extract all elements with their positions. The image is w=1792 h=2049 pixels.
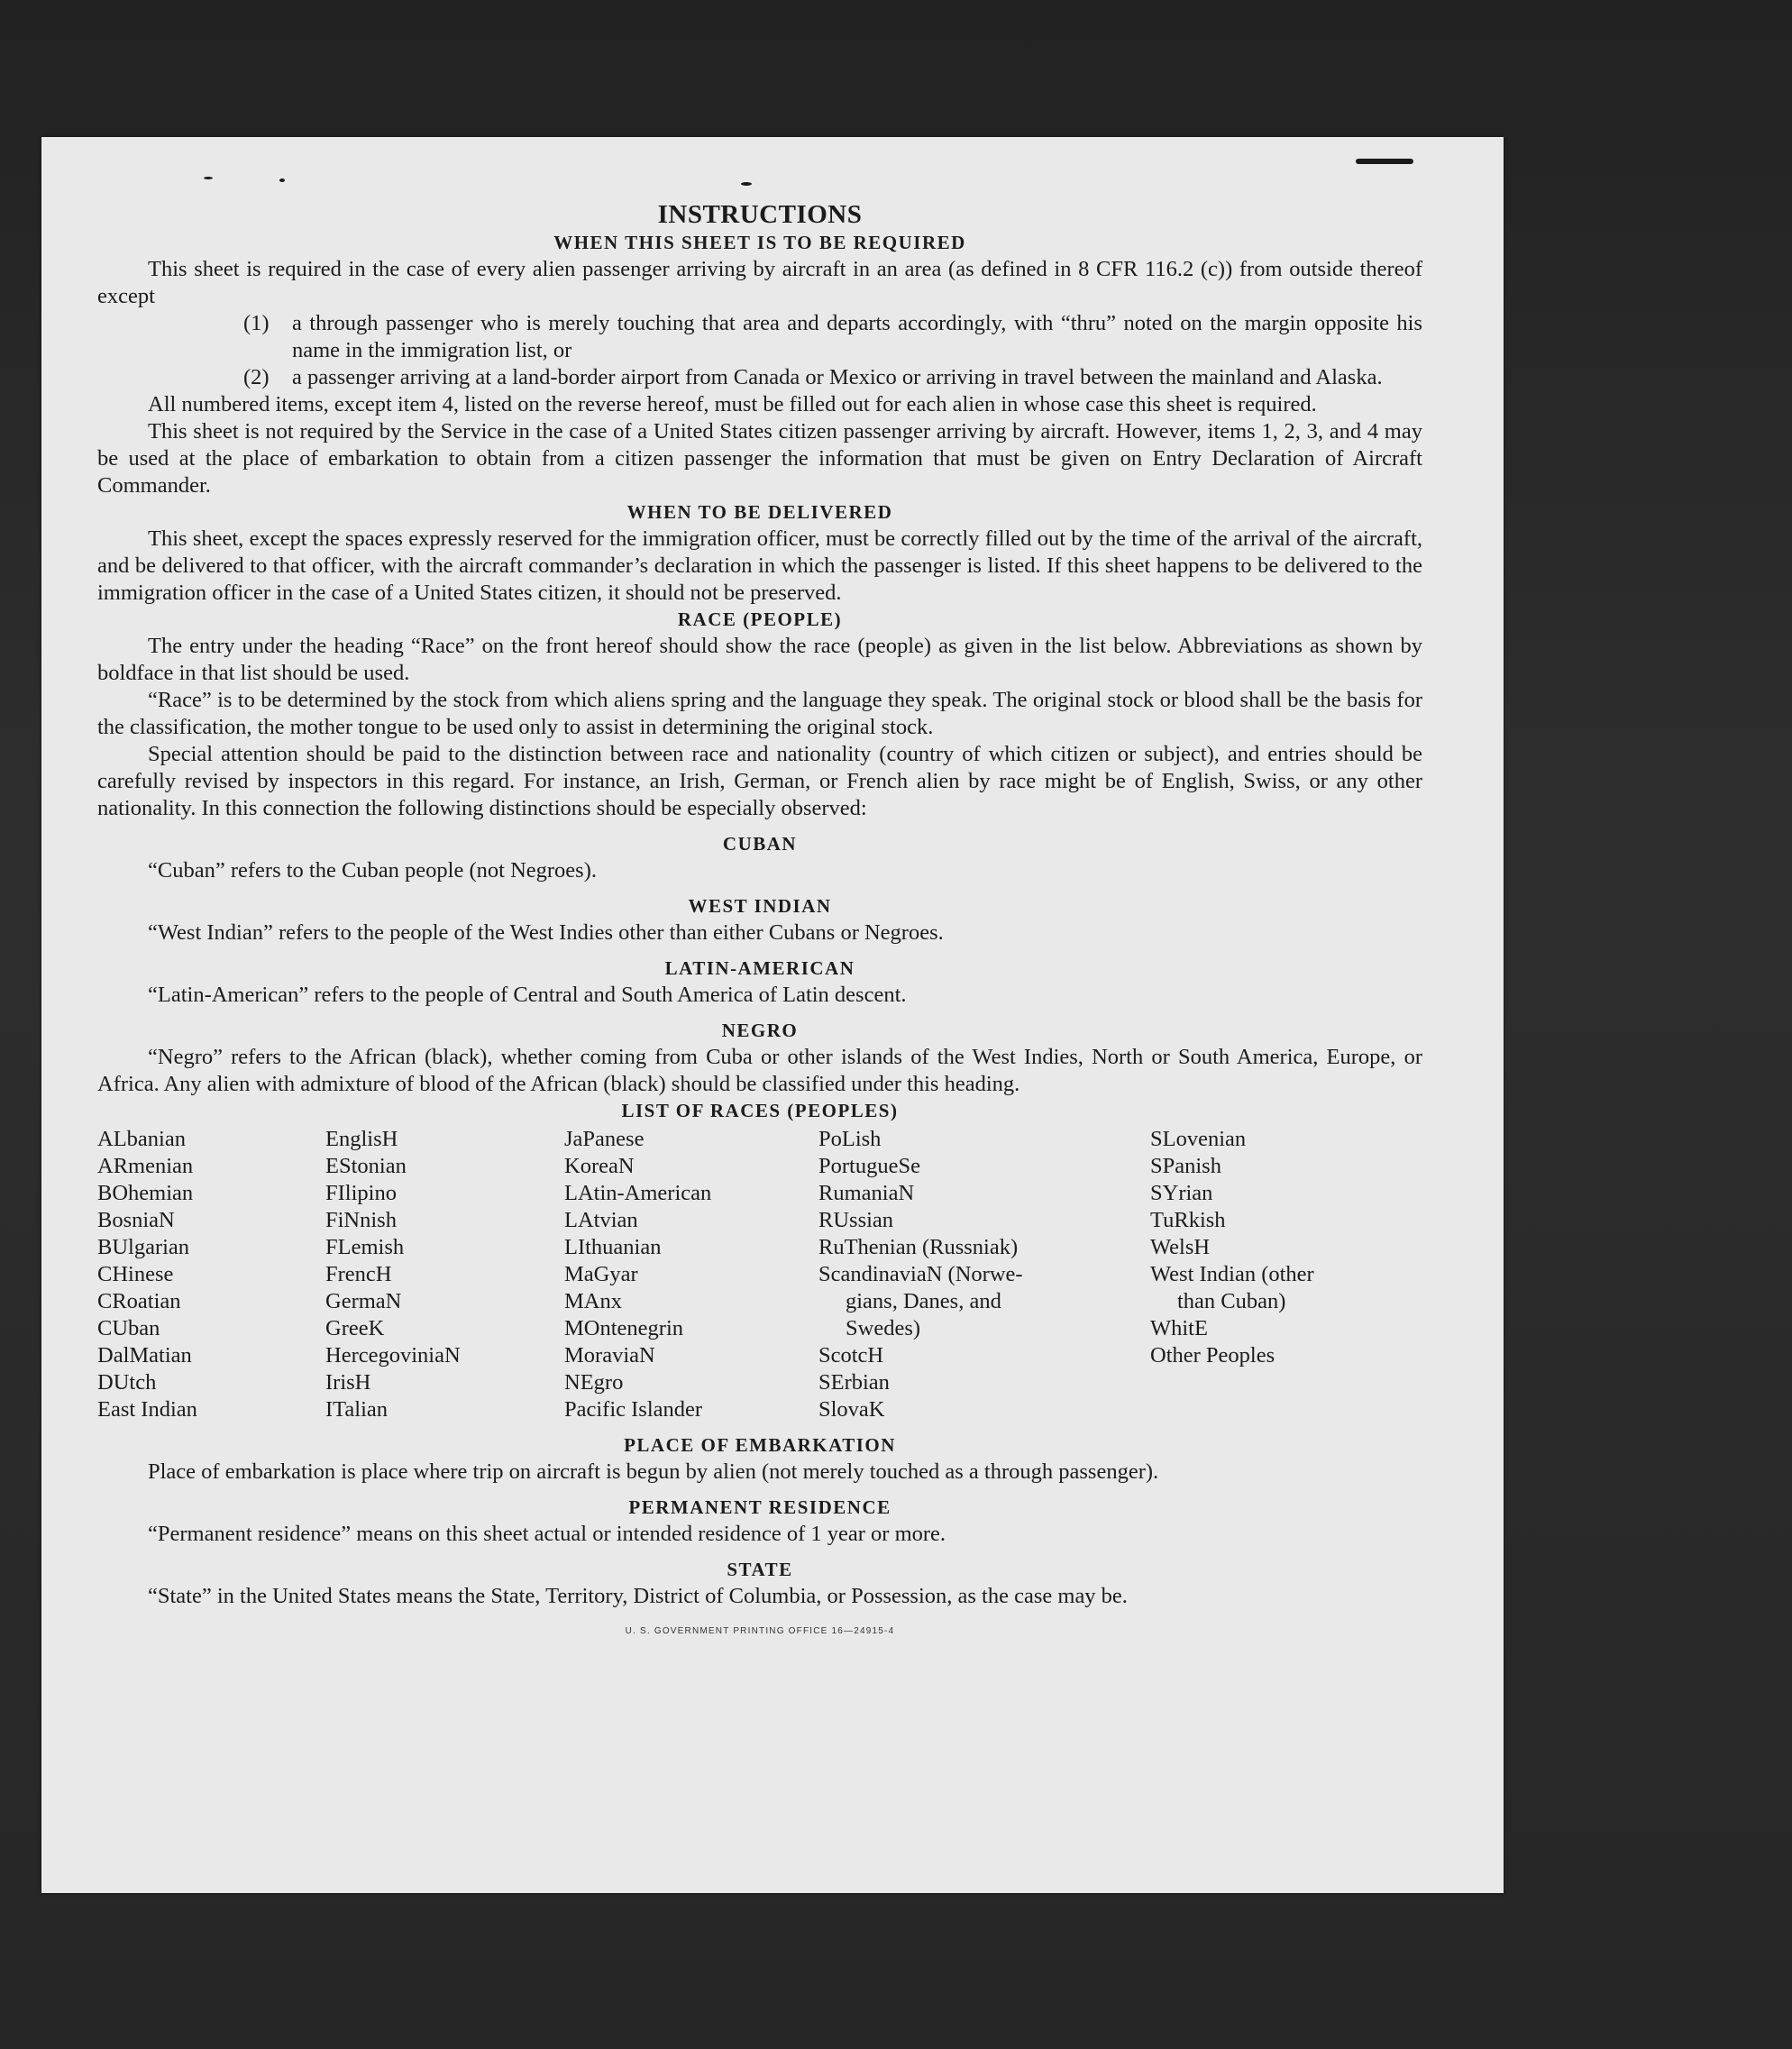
race-entry: SLovenian bbox=[1150, 1127, 1247, 1151]
heading-place-of-embarkation: PLACE OF EMBARKATION bbox=[624, 1434, 896, 1456]
race-entry: FiNnish bbox=[325, 1208, 397, 1232]
race-entry: EStonian bbox=[325, 1154, 407, 1178]
race-entry-continued: Swedes) bbox=[846, 1316, 921, 1340]
heading-west-indian: WEST INDIAN bbox=[688, 895, 832, 917]
race-entry: LAtin-American bbox=[564, 1181, 712, 1205]
race-entry: FIlipino bbox=[325, 1181, 397, 1205]
race-entry: KoreaN bbox=[564, 1154, 635, 1178]
when-delivered-text: This sheet, except the spaces expressly reserved for the immigration officer, must be correctly filled out by the time of the arrival of the aircraft, and be delivered to that officer, with the aircraft commander’s declaration in which the passenger is listed. If this sheet happens to be delivered to the immigration officer in the case of a United States citizen, it should not be preserved. bbox=[97, 526, 1422, 605]
printing-office-footer: U. S. GOVERNMENT PRINTING OFFICE 16—24915-4 bbox=[625, 1626, 895, 1636]
race-entry: East Indian bbox=[97, 1397, 197, 1422]
race-entry: HercegoviniaN bbox=[325, 1343, 461, 1368]
race-para3: Special attention should be paid to the distinction between race and nationality (country of which citizen or subject), and entries should be carefully revised by inspectors in this regard. For instance, an Irish, German, or French alien by race might be of English, Swiss, or any other nationality. In this connection the following distinctions should be especially observed: bbox=[97, 742, 1422, 820]
races-column bbox=[564, 1126, 818, 1423]
cuban-text: “Cuban” refers to the Cuban people (not Negroes). bbox=[148, 858, 597, 883]
race-entry: CHinese bbox=[97, 1262, 174, 1286]
race-entry: SPanish bbox=[1150, 1154, 1221, 1178]
race-entry-continued: than Cuban) bbox=[1177, 1289, 1286, 1313]
race-entry: GreeK bbox=[325, 1316, 385, 1340]
exception-number: (2) bbox=[243, 365, 270, 389]
heading-race: RACE (PEOPLE) bbox=[677, 608, 843, 630]
races-column bbox=[325, 1126, 564, 1423]
race-entry: DUtch bbox=[97, 1370, 157, 1395]
race-entry: DalMatian bbox=[97, 1343, 192, 1368]
race-entry: GermaN bbox=[325, 1289, 402, 1313]
race-entry: Pacific Islander bbox=[564, 1397, 703, 1422]
race-entry: CUban bbox=[97, 1316, 160, 1340]
race-entry: ScandinaviaN (Norwe- bbox=[818, 1262, 1023, 1286]
race-entry: West Indian (other bbox=[1150, 1262, 1314, 1286]
race-entry: PoLish bbox=[818, 1127, 882, 1151]
race-entry: ITalian bbox=[325, 1397, 389, 1422]
ink-speck bbox=[279, 178, 285, 182]
race-entry: RUssian bbox=[818, 1208, 894, 1232]
race-entry: FrencH bbox=[325, 1262, 392, 1286]
race-entry: WhitE bbox=[1150, 1316, 1208, 1340]
race-entry: MOntenegrin bbox=[564, 1316, 683, 1340]
race-para2: “Race” is to be determined by the stock from which aliens spring and the language they speak. The original stock or blood shall be the basis for the classification, the mother tongue to be used only to assist in determining the original stock. bbox=[97, 688, 1422, 739]
race-entry: EnglisH bbox=[325, 1127, 398, 1151]
permanent-residence-text: “Permanent residence” means on this sheet actual or intended residence of 1 year or more. bbox=[148, 1522, 946, 1546]
race-entry: RumaniaN bbox=[818, 1181, 915, 1205]
document-content bbox=[97, 200, 1422, 1636]
race-entry: LIthuanian bbox=[564, 1235, 662, 1259]
races-column bbox=[97, 1126, 325, 1423]
when-required-para2: All numbered items, except item 4, listed on the reverse hereof, must be filled out for each alien in whose case this sheet is required. bbox=[148, 392, 1317, 416]
heading-state: STATE bbox=[727, 1559, 793, 1580]
race-entry: CRoatian bbox=[97, 1289, 181, 1313]
when-required-intro: This sheet is required in the case of every alien passenger arriving by aircraft in an area (as defined in 8 CFR 116.2 (c)) from outside thereof except bbox=[97, 257, 1422, 308]
races-column bbox=[818, 1126, 1150, 1423]
race-entry: ALbanian bbox=[97, 1127, 186, 1151]
exception-number: (1) bbox=[243, 311, 270, 335]
race-entry: ScotcH bbox=[818, 1343, 884, 1368]
race-entry: PortugueSe bbox=[818, 1154, 920, 1178]
ink-mark bbox=[1356, 159, 1413, 164]
race-para1: The entry under the heading “Race” on the front hereof should show the race (people) as given in the list below. Abbreviations as shown by boldface in that list should be used. bbox=[97, 634, 1422, 685]
exception-text: a through passenger who is merely touching that area and departs accordingly, with “thru” noted on the margin opposite his name in the immigration list, or bbox=[292, 311, 1422, 362]
races-list bbox=[97, 1126, 1422, 1423]
race-entry: Other Peoples bbox=[1150, 1343, 1275, 1368]
race-entry: JaPanese bbox=[564, 1127, 645, 1151]
heading-when-required: WHEN THIS SHEET IS TO BE REQUIRED bbox=[553, 232, 966, 253]
exception-item bbox=[97, 364, 1422, 391]
latin-american-text: “Latin-American” refers to the people of Central and South America of Latin descent. bbox=[148, 983, 907, 1007]
race-entry: LAtvian bbox=[564, 1208, 638, 1232]
race-entry: BUlgarian bbox=[97, 1235, 190, 1259]
race-entry: SErbian bbox=[818, 1370, 890, 1395]
race-entry: WelsH bbox=[1150, 1235, 1211, 1259]
heading-negro: NEGRO bbox=[721, 1020, 799, 1041]
race-entry-continued: gians, Danes, and bbox=[846, 1289, 1001, 1313]
heading-permanent-residence: PERMANENT RESIDENCE bbox=[628, 1496, 891, 1518]
negro-text: “Negro” refers to the African (black), whether coming from Cuba or other islands of the West Indies, North or South America, Europe, or Africa. Any alien with admixture of blood of the African (black) should be classified under this heading. bbox=[97, 1045, 1422, 1096]
ink-speck bbox=[204, 177, 213, 179]
race-entry: SlovaK bbox=[818, 1397, 885, 1422]
race-entry: NEgro bbox=[564, 1370, 624, 1395]
races-column bbox=[1150, 1126, 1422, 1423]
heading-when-delivered: WHEN TO BE DELIVERED bbox=[626, 501, 893, 523]
west-indian-text: “West Indian” refers to the people of the West Indies other than either Cubans or Negroes. bbox=[148, 920, 944, 945]
race-entry: TuRkish bbox=[1150, 1208, 1226, 1232]
when-required-para3: This sheet is not required by the Service in the case of a United States citizen passenger arriving by aircraft. However, items 1, 2, 3, and 4 may be used at the place of embarkation to obtain from a citizen passenger the information that must be given on Entry Declaration of Aircraft Commander. bbox=[97, 419, 1422, 498]
race-entry: ARmenian bbox=[97, 1154, 194, 1178]
race-entry: RuThenian (Russniak) bbox=[818, 1235, 1019, 1259]
race-entry: BOhemian bbox=[97, 1181, 194, 1205]
race-entry: MaGyar bbox=[564, 1262, 638, 1286]
race-entry: FLemish bbox=[325, 1235, 405, 1259]
heading-latin-american: LATIN-AMERICAN bbox=[664, 957, 855, 979]
ink-speck bbox=[741, 182, 752, 186]
exception-text: a passenger arriving at a land-border airport from Canada or Mexico or arriving in travel between the mainland and Alaska. bbox=[292, 365, 1383, 389]
race-entry: SYrian bbox=[1150, 1181, 1213, 1205]
race-entry: BosniaN bbox=[97, 1208, 175, 1232]
state-text: “State” in the United States means the State, Territory, District of Columbia, or Possession, as the case may be. bbox=[148, 1584, 1128, 1608]
heading-list-of-races: LIST OF RACES (PEOPLES) bbox=[621, 1100, 899, 1121]
place-of-embarkation-text: Place of embarkation is place where trip on aircraft is begun by alien (not merely touched as a through passenger). bbox=[148, 1459, 1159, 1484]
race-entry: MoraviaN bbox=[564, 1343, 655, 1368]
exception-item bbox=[97, 310, 1422, 364]
page-title: INSTRUCTIONS bbox=[657, 200, 863, 229]
race-entry: MAnx bbox=[564, 1289, 622, 1313]
heading-cuban: CUBAN bbox=[722, 833, 798, 855]
race-entry: IrisH bbox=[325, 1370, 371, 1395]
